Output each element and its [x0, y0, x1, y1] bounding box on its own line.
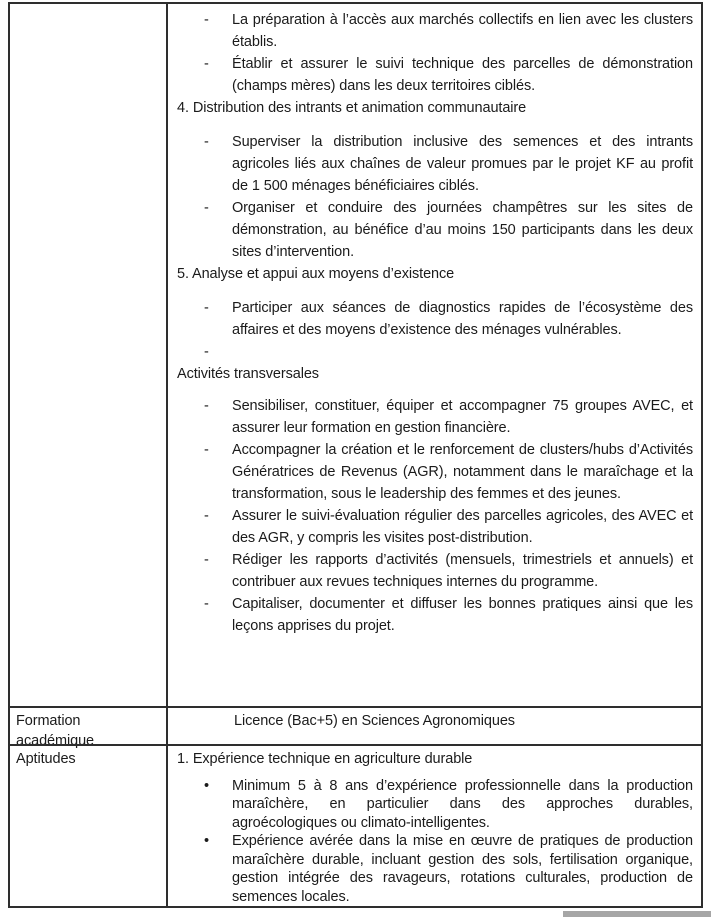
table-row-responsibilities: [10, 4, 701, 706]
dash-bullet-icon: -: [204, 300, 209, 316]
dash-bullet-icon: -: [204, 56, 209, 72]
list-item: [177, 297, 693, 341]
dash-bullet-icon: -: [204, 552, 209, 568]
row-label-aptitudes: Aptitudes: [10, 746, 168, 906]
dash-bullet-icon: -: [204, 134, 209, 150]
list-item-text: Assurer le suivi-évaluation régulier des parcelles agricoles, des AVEC et des AGR, y compris les visites post-distribution.: [232, 508, 693, 546]
table-row-formation: [10, 706, 701, 749]
dash-bullet-icon: -: [204, 12, 209, 28]
list-item: [177, 777, 693, 833]
dot-bullet-icon: •: [204, 777, 209, 794]
spacer: [177, 769, 693, 777]
list-item: [177, 9, 693, 53]
section-heading-4: 4. Distribution des intrants et animation communautaire: [177, 100, 527, 116]
list-item-text: Organiser et conduire des journées champêtres sur les sites de démonstration, au bénéfice d’au moins 150 participants dans les deux sites d’intervention.: [232, 200, 693, 260]
dash-bullet-icon: -: [204, 508, 209, 524]
list-item: [177, 131, 693, 197]
list-item-text: Établir et assurer le suivi technique des parcelles de démonstration (champs mères) dans les deux territoires ciblés.: [232, 56, 693, 94]
list-item: [177, 593, 693, 637]
aptitudes-content: [168, 746, 701, 906]
list-item: [177, 197, 693, 263]
page-edge-shadow: [563, 911, 711, 917]
responsibilities-content: [168, 4, 701, 706]
document-table: [8, 2, 703, 908]
spacer: [177, 119, 693, 131]
dash-bullet-icon: -: [204, 596, 209, 612]
label-cell-empty: [10, 4, 168, 706]
dash-bullet-icon: -: [204, 200, 209, 216]
list-item-text: Capitaliser, documenter et diffuser les bonnes pratiques ainsi que les leçons apprises du projet.: [232, 596, 693, 634]
spacer: [177, 385, 693, 395]
list-item: [177, 549, 693, 593]
section-heading-5: 5. Analyse et appui aux moyens d’existence: [177, 266, 455, 282]
formation-value: Licence (Bac+5) en Sciences Agronomiques: [234, 713, 515, 729]
list-item-text: La préparation à l’accès aux marchés collectifs en lien avec les clusters établis.: [232, 12, 693, 50]
list-item-empty: [177, 341, 693, 363]
list-item: [177, 53, 693, 97]
list-item-text: Superviser la distribution inclusive des semences et des intrants agricoles liés aux chaînes de valeur promues par le projet KF au profit de 1 500 ménages bénéficiaires ciblés.: [232, 134, 693, 194]
formation-content: [168, 708, 701, 744]
dot-bullet-icon: •: [204, 833, 209, 849]
spacer: [177, 285, 693, 297]
list-item: [177, 832, 693, 906]
list-item-text: Rédiger les rapports d’activités (mensuels, trimestriels et annuels) et contribuer aux revues techniques internes du programme.: [232, 552, 693, 590]
subsection-title: Activités transversales: [177, 366, 319, 382]
list-item: [177, 395, 693, 439]
table-row-aptitudes: [10, 744, 701, 906]
list-item-text: Minimum 5 à 8 ans d’expérience professionnelle dans la production maraîchère, en particulier dans des approches durables, agroécologiques ou climato-intelligentes.: [232, 777, 693, 831]
dash-bullet-icon: -: [204, 442, 209, 458]
list-item-text: Participer aux séances de diagnostics rapides de l’écosystème des affaires et des moyens d’existence des ménages vulnérables.: [232, 300, 693, 338]
list-item-text: Accompagner la création et le renforcement de clusters/hubs d’Activités Génératrices de Revenus (AGR), notamment dans le maraîchage et la transformation, sous le leadership des femmes et des jeunes.: [232, 442, 693, 502]
list-item-text: Sensibiliser, constituer, équiper et accompagner 75 groupes AVEC, et assurer leur formation en gestion financière.: [232, 398, 693, 436]
list-item: [177, 439, 693, 505]
list-item-text: Expérience avérée dans la mise en œuvre de pratiques de production maraîchère durable, incluant gestion des sols, fertilisation organique, gestion intégrée des ravageurs, rotations culturales, production de semences locales.: [232, 833, 693, 905]
dash-bullet-icon: -: [204, 344, 209, 360]
list-item: [177, 505, 693, 549]
section-heading-1: 1. Expérience technique en agriculture durable: [177, 751, 473, 767]
row-label-formation: Formation académique: [10, 708, 168, 744]
dash-bullet-icon: -: [204, 398, 209, 414]
